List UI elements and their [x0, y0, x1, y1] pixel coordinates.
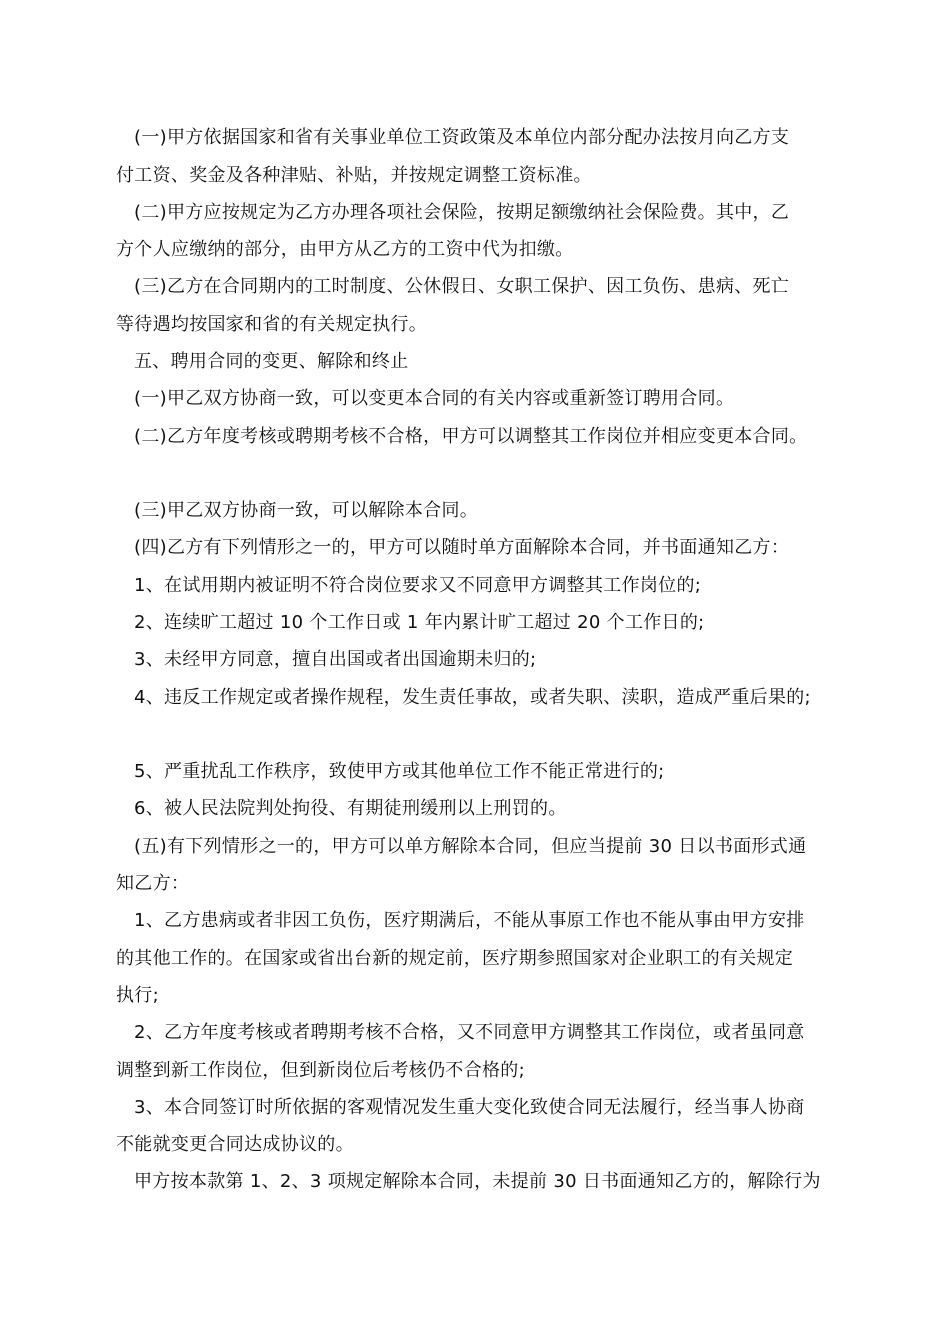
paragraph-line: (三)甲乙双方协商一致，可以解除本合同。 — [134, 500, 479, 521]
list-item: 1、在试用期内被证明不符合岗位要求又不同意甲方调整其工作岗位的; — [134, 575, 702, 596]
paragraph-line: 调整到新工作岗位，但到新岗位后考核仍不合格的; — [116, 1060, 525, 1081]
list-item: 6、被人民法院判处拘役、有期徒刑缓刑以上刑罚的。 — [134, 798, 567, 819]
paragraph-line: (二)甲方应按规定为乙方办理各项社会保险，按期足额缴纳社会保险费。其中，乙 — [134, 202, 790, 223]
paragraph-line: 甲方按本款第 1、2、3 项规定解除本合同，未提前 30 日书面通知乙方的，解除行为 — [134, 1171, 821, 1192]
paragraph-line: 不能就变更合同达成协议的。 — [116, 1134, 354, 1155]
list-item: 2、连续旷工超过 10 个工作日或 1 年内累计旷工超过 20 个工作日的; — [134, 612, 705, 633]
paragraph-line: (四)乙方有下列情形之一的，甲方可以随时单方面解除本合同，并书面通知乙方： — [134, 537, 790, 558]
paragraph-line: (二)乙方年度考核或聘期考核不合格，甲方可以调整其工作岗位并相应变更本合同。 — [134, 426, 808, 447]
paragraph-line: 的其他工作的。在国家或省出台新的规定前，医疗期参照国家对企业职工的有关规定 — [116, 948, 794, 969]
paragraph-line: 方个人应缴纳的部分，由甲方从乙方的工资中代为扣缴。 — [116, 239, 574, 260]
paragraph-line: (五)有下列情形之一的，甲方可以单方解除本合同，但应当提前 30 日以书面形式通 — [134, 836, 807, 857]
paragraph-line: 执行; — [116, 985, 159, 1006]
paragraph-line: (一)甲方依据国家和省有关事业单位工资政策及本单位内部分配办法按月向乙方支 — [134, 127, 790, 148]
list-item: 3、本合同签订时所依据的客观情况发生重大变化致使合同无法履行，经当事人协商 — [134, 1097, 805, 1118]
paragraph-line: (三)乙方在合同期内的工时制度、公休假日、女职工保护、因工负伤、患病、死亡 — [134, 276, 790, 297]
list-item: 4、违反工作规定或者操作规程，发生责任事故，或者失职、渎职，造成严重后果的; — [134, 687, 811, 708]
paragraph-line: 付工资、奖金及各种津贴、补贴，并按规定调整工资标准。 — [116, 165, 592, 186]
paragraph-line: (一)甲乙双方协商一致，可以变更本合同的有关内容或重新签订聘用合同。 — [134, 388, 735, 409]
list-item: 2、乙方年度考核或者聘期考核不合格，又不同意甲方调整其工作岗位，或者虽同意 — [134, 1022, 805, 1043]
paragraph-line: 等待遇均按国家和省的有关规定执行。 — [116, 314, 428, 335]
list-item: 5、严重扰乱工作秩序，致使甲方或其他单位工作不能正常进行的; — [134, 761, 665, 782]
paragraph-line: 知乙方： — [116, 873, 190, 894]
list-item: 1、乙方患病或者非因工负伤，医疗期满后，不能从事原工作也不能从事由甲方安排 — [134, 910, 805, 931]
section-heading: 五、聘用合同的变更、解除和终止 — [134, 351, 409, 372]
list-item: 3、未经甲方同意，擅自出国或者出国逾期未归的; — [134, 649, 537, 670]
